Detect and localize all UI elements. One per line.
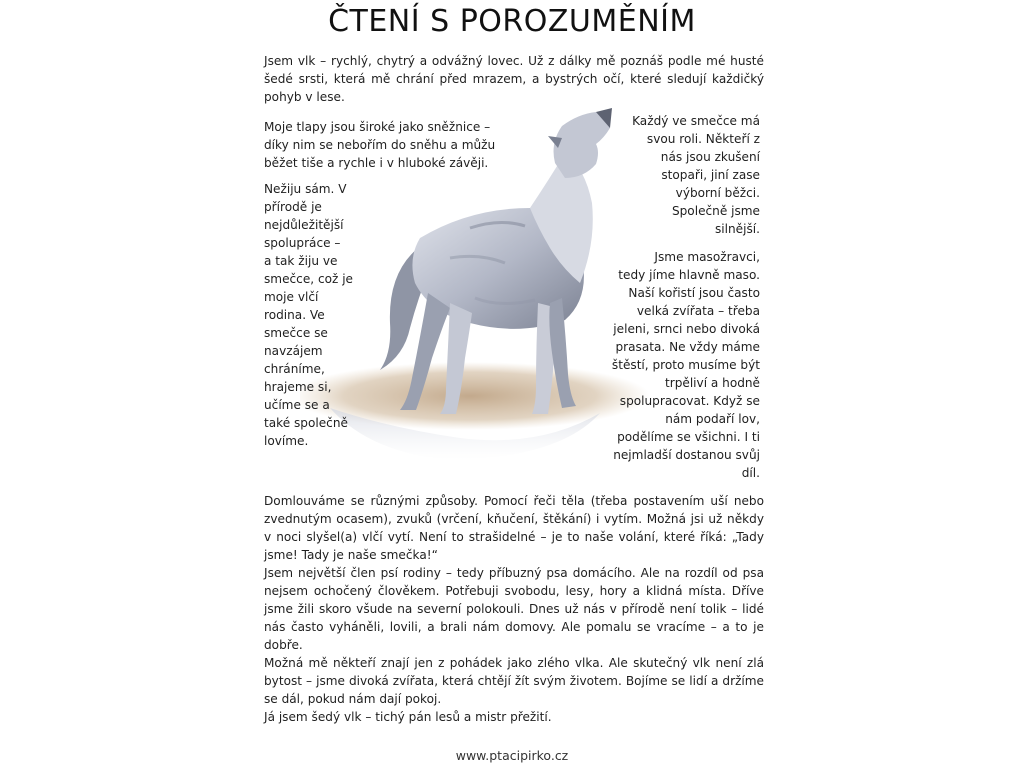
pack-paragraph: Nežiju sám. V přírodě je nejdůležitější spolupráce – a tak žiju ve smečce, což je moje vlčí rodina. Ve smečce se navzájem chráníme, hrajeme si, učíme se a také společně lovíme. [264,182,353,448]
page-title: ČTENÍ S POROZUMĚNÍM [328,4,696,39]
paws-paragraph: Moje tlapy jsou široké jako sněžnice – díky nim se nebořím do sněhu a můžu běžet tiše a rychle i v hluboké závěji. [264,120,496,170]
footer-url: www.ptacipirko.cz [455,748,569,763]
closing-line: Já jsem šedý vlk – tichý pán lesů a mistr přežití. [264,710,552,724]
roles-paragraph: Každý ve smečce má svou roli. Někteří z nás jsou zkušení stopaři, jiní zase výborní běžci. Společně jsme silnější. [632,114,760,236]
intro-paragraph: Jsem vlk – rychlý, chytrý a odvážný lovec. Už z dálky mě poznáš podle mé husté šedé srsti, která mě chrání před mrazem, a bystrých očí, které sledují každičký pohyb v lese. [264,54,764,104]
communication-paragraph: Domlouváme se různými způsoby. Pomocí řeči těla (třeba postavením uší nebo zvednutým ocasem), zvuků (vrčení, kňučení, štěkání) i vytím. Možná jsi už někdy v noci slyšel(a) vlčí vytí. Není to strašidelné – je to naše volání, které říká: „Tady jsme! Tady je naše smečka!“ [264,494,764,562]
bottom-text [264,492,764,726]
family-paragraph: Jsem největší člen psí rodiny – tedy příbuzný psa domácího. Ale na rozdíl od psa nejsem ochočený člověkem. Potřebuji svobodu, lesy, hory a klidná místa. Dříve jsme žili skoro všude na severní polokouli. Dnes už nás v přírodě není tolik – lidé nás často vyháněli, lovili, a brali nám domovy. Ale pomalu se vracíme – a to je dobře. [264,566,764,652]
food-paragraph: Jsme masožravci, tedy jíme hlavně maso. Naší kořistí jsou často velká zvířata – třeba jeleni, srnci nebo divoká prasata. Ne vždy máme štěstí, proto musíme být trpěliví a hodně spolupracovat. Když se nám podaří lov, podělíme se všichni. I ti nejmladší dostanou svůj díl. [611,250,760,480]
fairytale-paragraph: Možná mě někteří znají jen z pohádek jako zlého vlka. Ale skutečný vlk není zlá bytost – jsme divoká zvířata, která chtějí žít svým životem. Bojíme se lidí a držíme se dál, pokud nám dají pokoj. [264,656,764,706]
wolf-head [554,112,610,178]
